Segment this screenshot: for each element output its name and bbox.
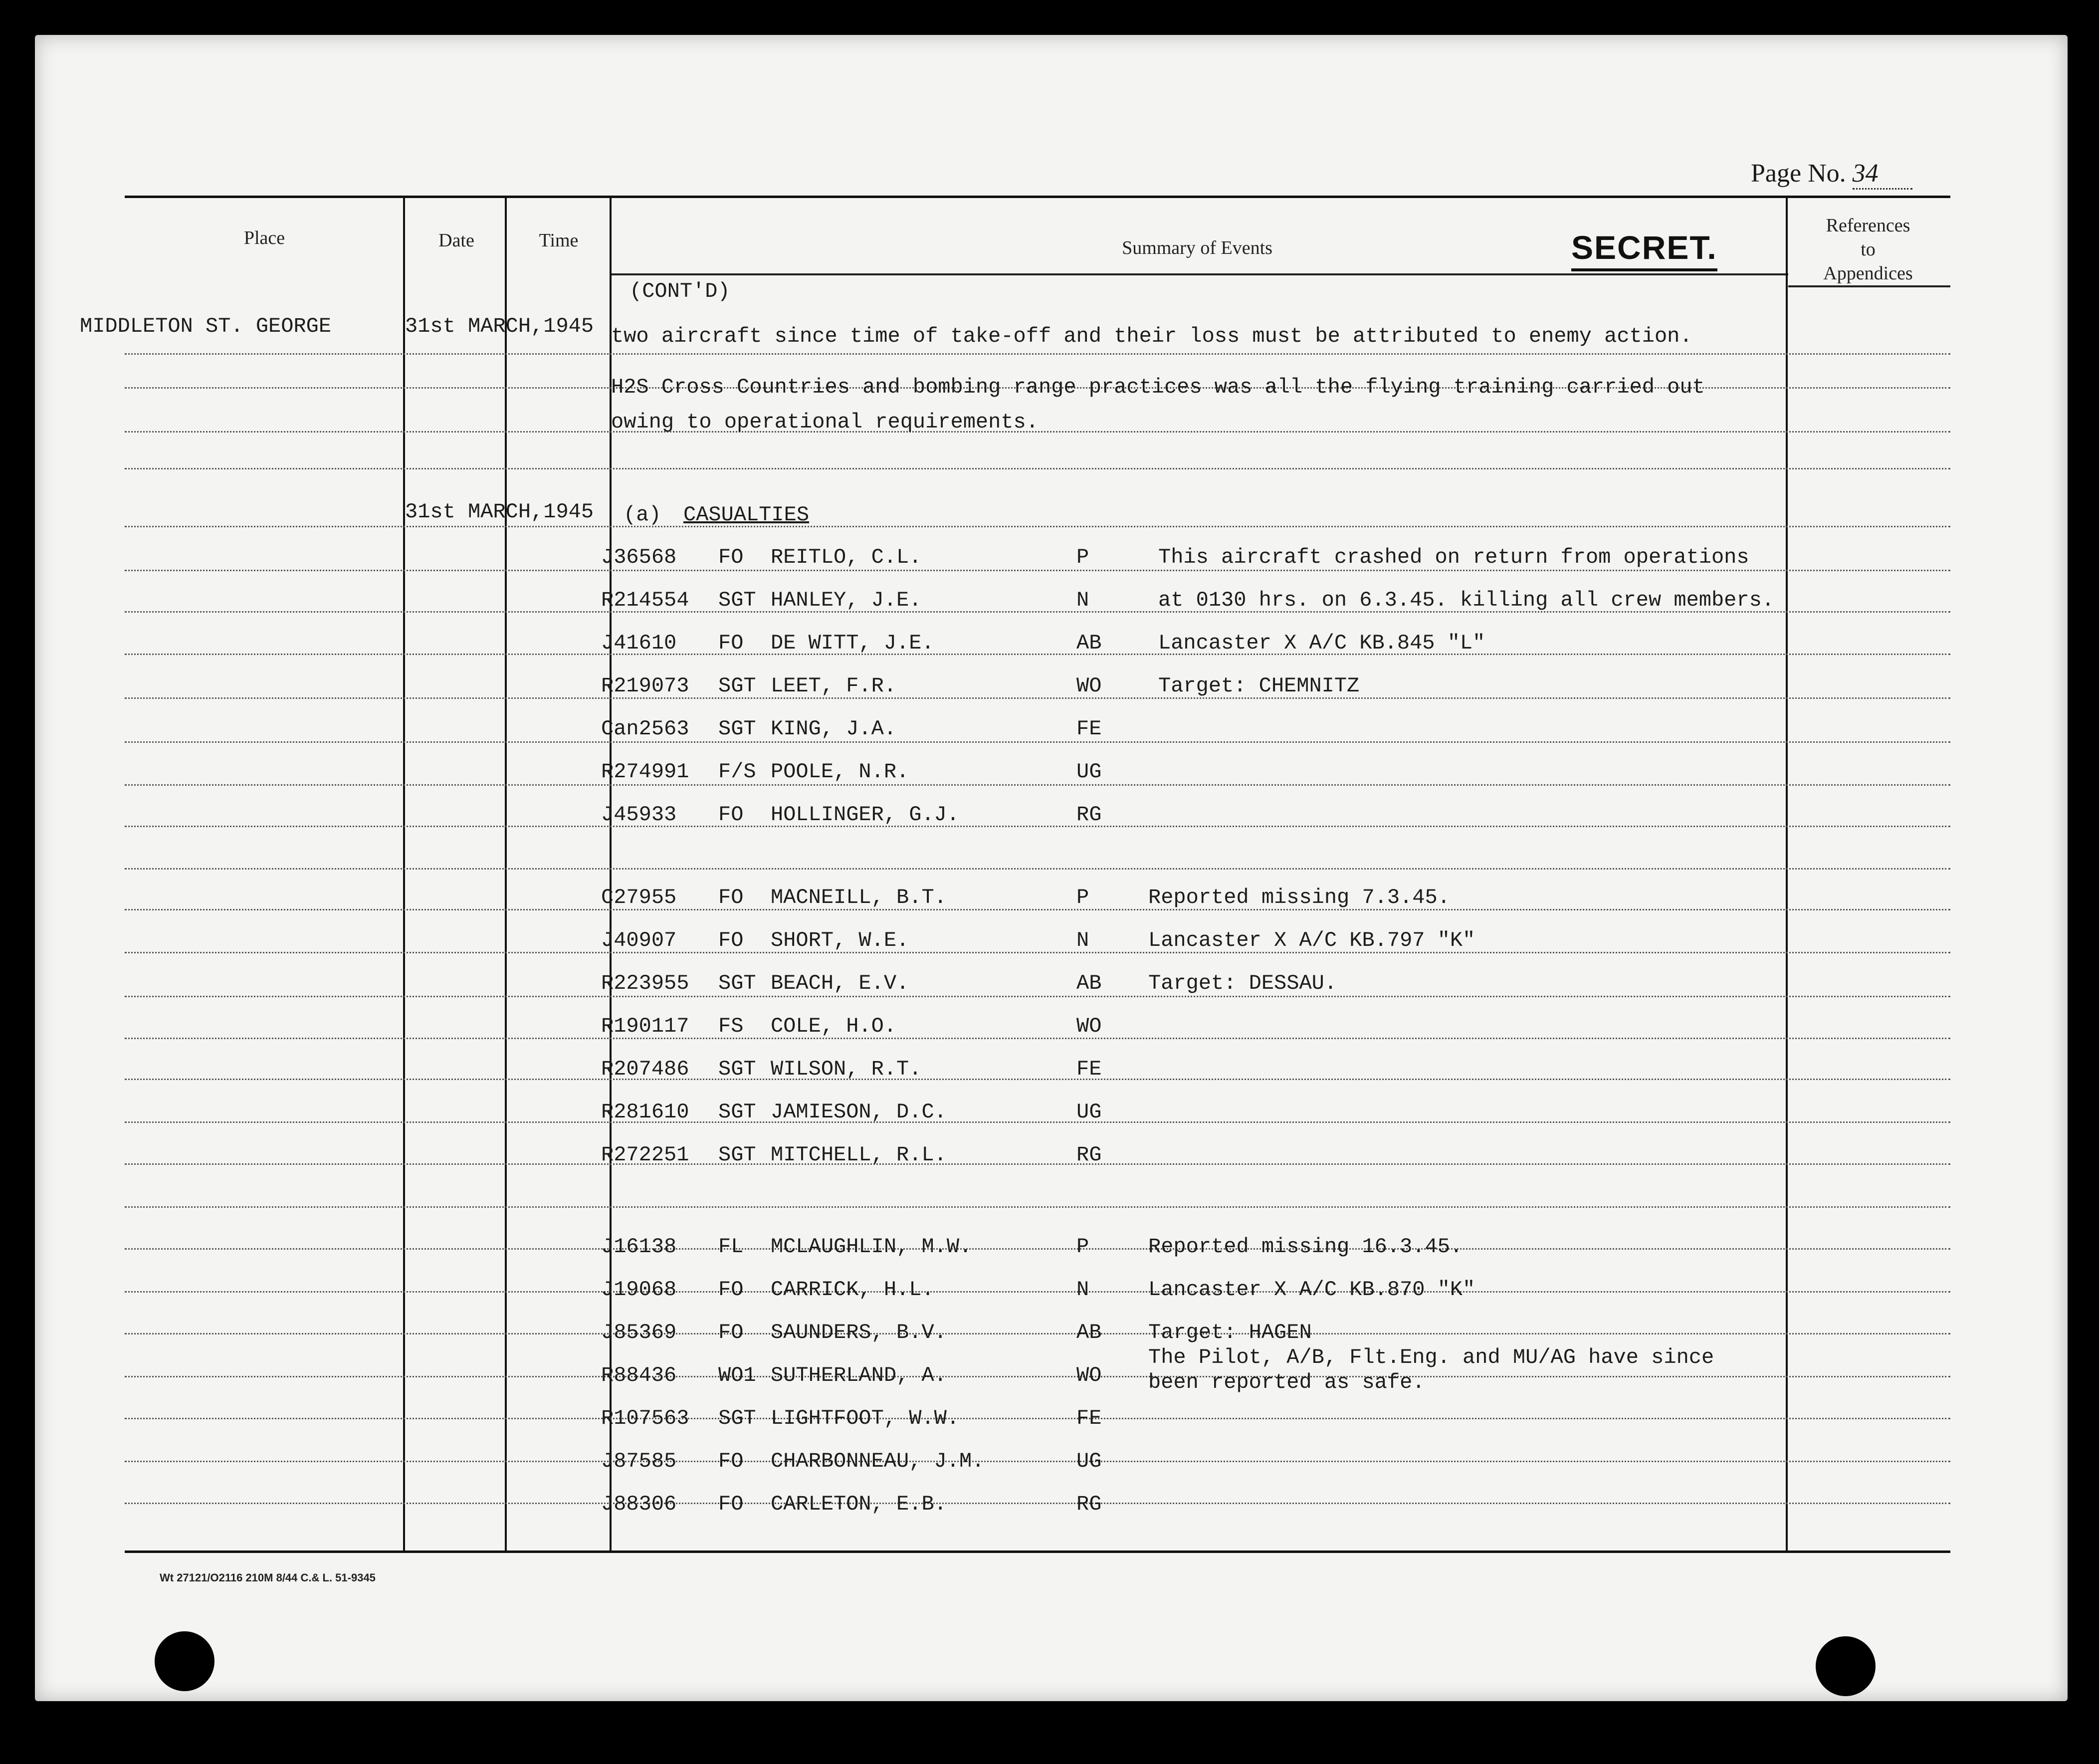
header-references-line-3: Appendices [1823,263,1913,284]
service-number: R88436 [601,1363,677,1387]
column-divider-place [403,196,405,1550]
service-number: R274991 [601,760,689,784]
crew-role: WO [1076,1363,1102,1387]
crew-role: UG [1076,760,1102,784]
crew-name: KING, J.A. [771,717,897,741]
ruled-line [125,868,1950,870]
rank: FO [718,885,744,909]
crew-role: RG [1076,1492,1102,1516]
service-number: R281610 [601,1100,689,1124]
page-number-value: 34 [1853,159,1912,190]
crew-name: MCLAUGHLIN, M.W. [771,1235,972,1259]
crew-name: SAUNDERS, B.V. [771,1321,947,1344]
rank: F/S [718,760,756,784]
summary-line-3: owing to operational requirements. [611,410,1039,434]
service-number: J40907 [601,928,677,952]
ruled-line [125,570,1950,571]
crew-name: HANLEY, J.E. [771,588,922,612]
ruled-line [125,1461,1950,1462]
rank: SGT [718,1406,756,1430]
page-number-label: Page No. [1751,159,1846,188]
casualty-note: Target: HAGEN [1148,1321,1312,1344]
service-number: R214554 [601,588,689,612]
service-number: R107563 [601,1406,689,1430]
service-number: J41610 [601,631,677,655]
ruled-line [125,526,1950,527]
ruled-line [125,909,1950,910]
crew-name: CARLETON, E.B. [771,1492,947,1516]
ruled-line [125,1038,1950,1039]
crew-name: SHORT, W.E. [771,928,909,952]
rank: FO [718,803,744,827]
crew-name: HOLLINGER, G.J. [771,803,960,827]
casualty-note: Lancaster X A/C KB.845 "L" [1158,631,1485,655]
header-divider [611,273,1788,275]
rank: SGT [718,1143,756,1167]
service-number: C27955 [601,885,677,909]
ruled-line [125,1418,1950,1419]
ruled-line [125,1333,1950,1334]
crew-role: AB [1076,1321,1102,1344]
crew-role: UG [1076,1100,1102,1124]
casualty-note: Reported missing 16.3.45. [1148,1235,1463,1259]
crew-role: RG [1076,803,1102,827]
page-number [1751,159,1912,190]
ruled-line [125,1376,1950,1377]
rank: FS [718,1014,744,1038]
secret-stamp: SECRET. [1571,228,1717,271]
crew-role: RG [1076,1143,1102,1167]
ruled-line [125,996,1950,997]
header-date: Date [438,230,474,251]
casualties-prefix: (a) [624,503,661,527]
ruled-line [125,353,1950,355]
header-summary: Summary of Events [1122,237,1272,258]
service-number: J85369 [601,1321,677,1344]
casualty-note: Reported missing 7.3.45. [1148,885,1450,909]
rank: WO1 [718,1363,756,1387]
crew-name: POOLE, N.R. [771,760,909,784]
crew-role: UG [1076,1449,1102,1473]
crew-name: MACNEILL, B.T. [771,885,947,909]
service-number: J16138 [601,1235,677,1259]
crew-role: FE [1076,1406,1102,1430]
continued-marker: (CONT'D) [630,279,730,303]
column-divider-summary [1786,196,1788,1550]
rank: FO [718,545,744,569]
casualty-note: Lancaster X A/C KB.870 "K" [1148,1278,1475,1302]
casualty-note: Lancaster X A/C KB.797 "K" [1148,928,1475,952]
ruled-line [125,826,1950,827]
casualty-note: Target: CHEMNITZ [1158,674,1360,698]
table-top-border [125,196,1950,198]
crew-role: AB [1076,631,1102,655]
crew-role: N [1076,1278,1089,1302]
service-number: Can2563 [601,717,689,741]
crew-role: AB [1076,971,1102,995]
service-number: J45933 [601,803,677,827]
crew-name: REITLO, C.L. [771,545,922,569]
rank: SGT [718,717,756,741]
crew-name: BEACH, E.V. [771,971,909,995]
form-footer: Wt 27121/O2116 210M 8/44 C.& L. 51-9345 [160,1571,376,1584]
service-number: J36568 [601,545,677,569]
crew-name: WILSON, R.T. [771,1057,922,1081]
rank: FO [718,1321,744,1344]
service-number: R272251 [601,1143,689,1167]
service-number: R207486 [601,1057,689,1081]
ruled-line [125,697,1950,699]
column-divider-date [505,196,507,1550]
header-place: Place [243,227,285,248]
crew-role: FE [1076,717,1102,741]
rank: FO [718,1449,744,1473]
summary-line-1: two aircraft since time of take-off and their loss must be attributed to enemy action. [611,324,1692,348]
crew-name: COLE, H.O. [771,1014,897,1038]
rank: SGT [718,971,756,995]
casualty-note: The Pilot, A/B, Flt.Eng. and MU/AG have since [1148,1345,1714,1369]
rank: SGT [718,588,756,612]
ruled-line [125,1291,1950,1293]
rank: FO [718,1278,744,1302]
table-bottom-border [125,1550,1950,1553]
place-entry: MIDDLETON ST. GEORGE [80,314,332,338]
ruled-line [125,1079,1950,1080]
ruled-line [125,1163,1950,1165]
crew-role: N [1076,928,1089,952]
service-number: R219073 [601,674,689,698]
ruled-line [125,952,1950,953]
crew-name: CARRICK, H.L. [771,1278,934,1302]
rank: FO [718,631,744,655]
crew-role: FE [1076,1057,1102,1081]
crew-name: LIGHTFOOT, W.W. [771,1406,960,1430]
ruled-line [125,1248,1950,1250]
service-number: R190117 [601,1014,689,1038]
crew-name: LEET, F.R. [771,674,897,698]
references-divider [1788,285,1950,287]
service-number: J19068 [601,1278,677,1302]
ruled-line [125,468,1950,469]
casualty-note: This aircraft crashed on return from operations [1158,545,1749,569]
date-entry-1: 31st MARCH,1945 [405,314,594,338]
crew-name: SUTHERLAND, A. [771,1363,947,1387]
crew-name: JAMIESON, D.C. [771,1100,947,1124]
crew-role: WO [1076,674,1102,698]
crew-role: P [1076,545,1089,569]
header-references-line-1: References [1826,215,1910,236]
rank: SGT [718,674,756,698]
casualty-note: been reported as safe. [1148,1370,1425,1394]
service-number: J88306 [601,1492,677,1516]
crew-name: MITCHELL, R.L. [771,1143,947,1167]
casualty-note: at 0130 hrs. on 6.3.45. killing all crew members. [1158,588,1775,612]
header-references [1791,214,1945,285]
summary-line-2: H2S Cross Countries and bombing range practices was all the flying training carried out [611,375,1705,399]
crew-role: N [1076,588,1089,612]
casualties-heading: CASUALTIES [683,503,810,527]
punch-hole-left [155,1631,214,1691]
rank: FO [718,1492,744,1516]
header-references-line-2: to [1861,239,1876,260]
ruled-line [125,1503,1950,1504]
ruled-line [125,1206,1950,1208]
rank: FL [718,1235,744,1259]
rank: SGT [718,1057,756,1081]
crew-name: CHARBONNEAU, J.M. [771,1449,985,1473]
service-number: J87585 [601,1449,677,1473]
casualty-note: Target: DESSAU. [1148,971,1337,995]
crew-name: DE WITT, J.E. [771,631,934,655]
ruled-line [125,1121,1950,1123]
crew-role: WO [1076,1014,1102,1038]
crew-role: P [1076,885,1089,909]
ruled-line [125,654,1950,655]
rank: FO [718,928,744,952]
punch-hole-right [1816,1636,1876,1696]
rank: SGT [718,1100,756,1124]
ruled-line [125,784,1950,786]
ruled-line [125,741,1950,743]
service-number: R223955 [601,971,689,995]
date-entry-2: 31st MARCH,1945 [405,500,594,524]
header-time: Time [539,230,579,251]
crew-role: P [1076,1235,1089,1259]
